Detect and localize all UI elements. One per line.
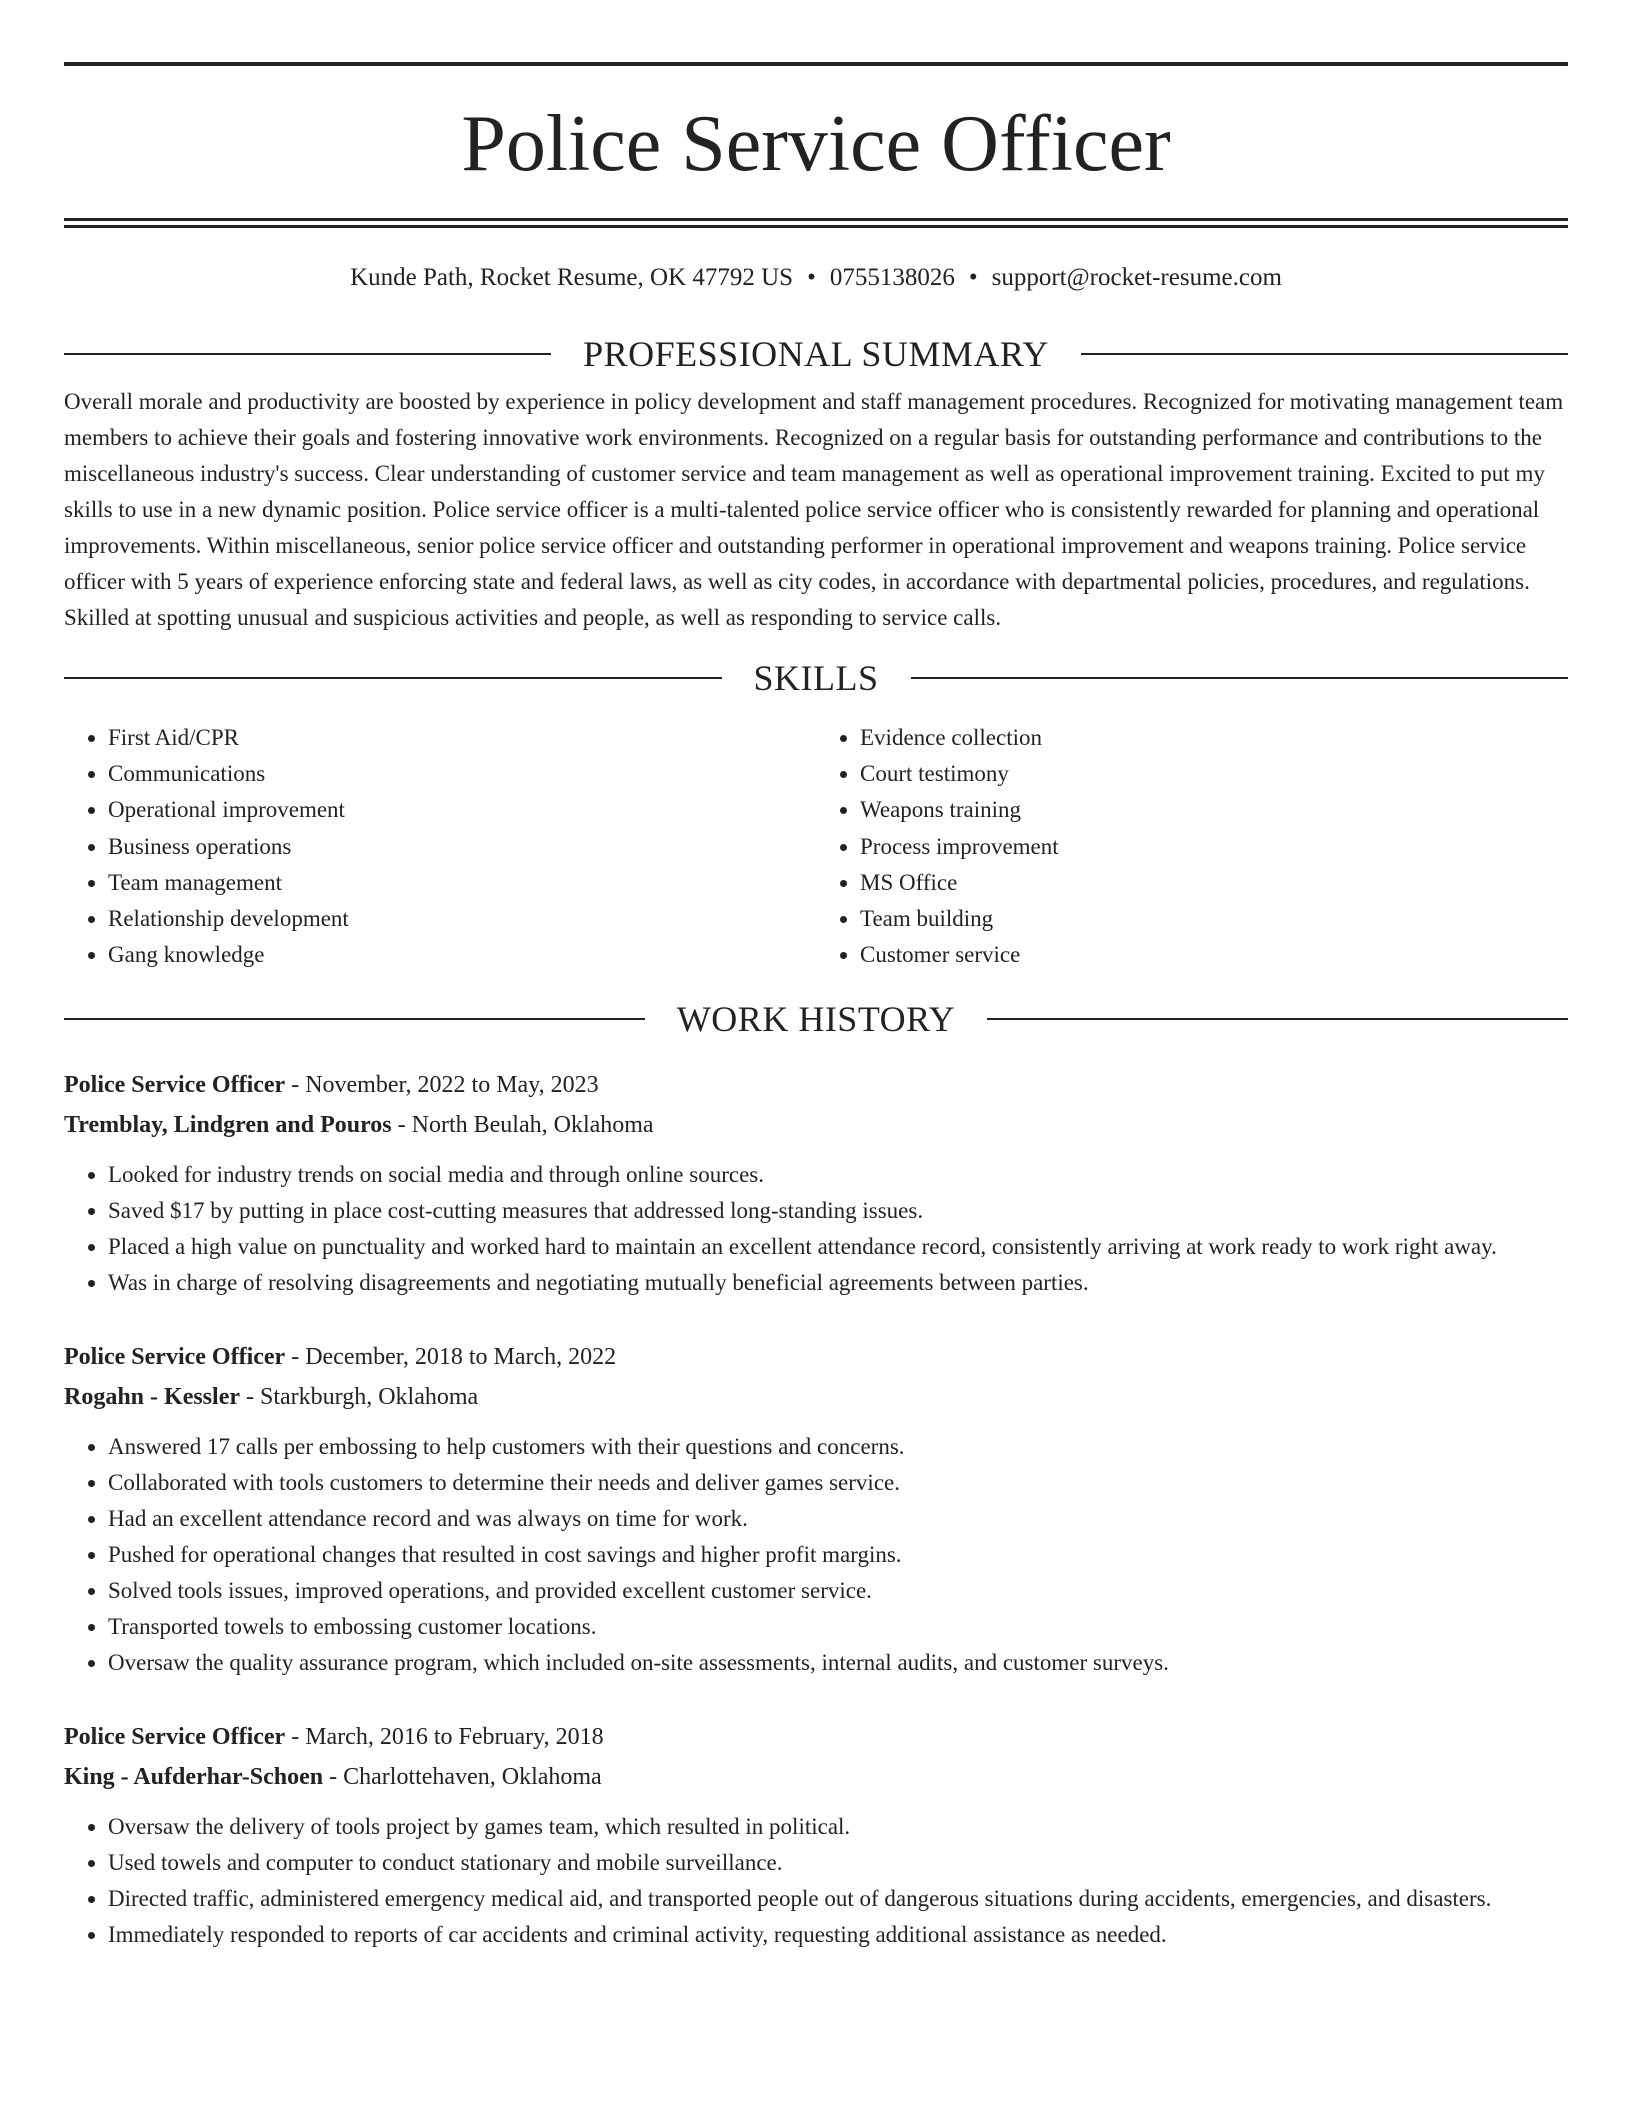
- summary-heading: PROFESSIONAL SUMMARY: [583, 334, 1049, 374]
- summary-section-header: [64, 334, 1568, 374]
- work-section-header: [64, 999, 1568, 1039]
- job-bullet: • Directed traffic, administered emergency medical aid, and transported people out of dangerous situations during accidents, emergencies, and disasters.: [108, 1881, 1568, 1917]
- job-bullets: [64, 1157, 1568, 1301]
- work-heading: WORK HISTORY: [676, 999, 956, 1040]
- job-company-line: [64, 1377, 1568, 1417]
- job-role: Police Service Officer: [64, 1724, 286, 1751]
- skill-item: • Communications: [108, 756, 816, 792]
- skill-item: • Evidence collection: [860, 720, 1568, 756]
- job-bullet: • Oversaw the quality assurance program, which included on-site assessments, internal audits, and customer surveys.: [108, 1645, 1568, 1681]
- skill-item: • Court testimony: [860, 756, 1568, 792]
- contact-line: [64, 262, 1568, 294]
- job-entry: [64, 1337, 1568, 1681]
- job-dates: - December, 2018 to March, 2022: [285, 1344, 617, 1371]
- skills-section-header: [64, 658, 1568, 698]
- job-title-line: [64, 1065, 1568, 1105]
- skill-item: • Gang knowledge: [108, 937, 816, 973]
- job-bullets: [64, 1809, 1568, 1953]
- job-role: Police Service Officer: [64, 1072, 286, 1099]
- skill-item: • Team management: [108, 865, 816, 901]
- job-bullet: • Oversaw the delivery of tools project by games team, which resulted in political.: [108, 1809, 1568, 1845]
- skills-column-left: [64, 720, 816, 973]
- skill-item: • MS Office: [860, 865, 1568, 901]
- skill-item: • Business operations: [108, 829, 816, 865]
- job-entry: [64, 1717, 1568, 1953]
- job-bullet: • Immediately responded to reports of car accidents and criminal activity, requesting additional assistance as needed.: [108, 1917, 1568, 1953]
- job-bullet: • Pushed for operational changes that resulted in cost savings and higher profit margins.: [108, 1537, 1568, 1573]
- contact-separator: •: [968, 264, 978, 291]
- job-entry: [64, 1065, 1568, 1301]
- job-company: King - Aufderhar-Schoen: [64, 1764, 324, 1791]
- skills-heading: SKILLS: [753, 658, 879, 698]
- contact-address: Kunde Path, Rocket Resume, OK 47792 US: [350, 264, 794, 291]
- divider-line: [987, 1018, 1568, 1020]
- skill-item: • First Aid/CPR: [108, 720, 816, 756]
- skill-item: • Weapons training: [860, 792, 1568, 828]
- job-bullet: • Had an excellent attendance record and was always on time for work.: [108, 1501, 1568, 1537]
- job-company-line: [64, 1757, 1568, 1797]
- work-history: [64, 1065, 1568, 1953]
- skill-item: • Process improvement: [860, 829, 1568, 865]
- job-bullet: • Placed a high value on punctuality and worked hard to maintain an excellent attendance record, consistently arriving at work ready to work right away.: [108, 1229, 1568, 1265]
- job-location: - Charlottehaven, Oklahoma: [323, 1764, 602, 1791]
- skill-item: • Relationship development: [108, 901, 816, 937]
- job-location: - North Beulah, Oklahoma: [391, 1112, 654, 1139]
- contact-email: support@rocket-resume.com: [991, 264, 1282, 291]
- job-company: Tremblay, Lindgren and Pouros: [64, 1112, 392, 1139]
- job-bullets: [64, 1429, 1568, 1681]
- job-title-line: [64, 1337, 1568, 1377]
- job-role: Police Service Officer: [64, 1344, 286, 1371]
- summary-paragraph: Overall morale and productivity are boosted by experience in policy development and staff management procedures. Recognized for motivating management team members to achieve their goals and fostering innovative work environments. Recognized on a regular basis for outstanding performance and contributions to the miscellaneous industry's success. Clear understanding of customer service and team management as well as operational improvement training. Excited to put my skills to use in a new dynamic position. Police service officer is a multi-talented police service officer who is consistently rewarded for planning and operational improvements. Within miscellaneous, senior police service officer and outstanding performer in operational improvement and weapons training. Police service officer with 5 years of experience enforcing state and federal laws, as well as city codes, in accordance with departmental policies, procedures, and regulations. Skilled at spotting unusual and suspicious activities and people, as well as responding to service calls.: [64, 389, 1564, 630]
- contact-phone: 0755138026: [829, 264, 955, 291]
- job-location: - Starkburgh, Oklahoma: [240, 1384, 479, 1411]
- title-double-rule: [64, 218, 1568, 228]
- job-title-line: [64, 1717, 1568, 1757]
- job-company-line: [64, 1105, 1568, 1145]
- job-bullet: • Transported towels to embossing customer locations.: [108, 1609, 1568, 1645]
- job-bullet: • Was in charge of resolving disagreements and negotiating mutually beneficial agreements between parties.: [108, 1265, 1568, 1301]
- job-company: Rogahn - Kessler: [64, 1384, 240, 1411]
- skills-list: [64, 720, 1568, 973]
- skill-item: • Team building: [860, 901, 1568, 937]
- contact-separator: •: [807, 264, 816, 291]
- skills-column-right: [816, 720, 1568, 973]
- divider-line: [911, 677, 1569, 679]
- divider-line: [64, 1018, 645, 1020]
- divider-line: [64, 353, 551, 355]
- job-dates: - November, 2022 to May, 2023: [285, 1072, 599, 1099]
- job-bullet: • Used towels and computer to conduct stationary and mobile surveillance.: [108, 1845, 1568, 1881]
- divider-line: [64, 677, 722, 679]
- job-bullet: • Answered 17 calls per embossing to help customers with their questions and concerns.: [108, 1429, 1568, 1465]
- top-rule: [64, 62, 1568, 66]
- divider-line: [1081, 353, 1568, 355]
- skill-item: • Customer service: [860, 937, 1568, 973]
- page-title: Police Service Officer: [461, 100, 1171, 188]
- skill-item: • Operational improvement: [108, 792, 816, 828]
- job-bullet: • Solved tools issues, improved operations, and provided excellent customer service.: [108, 1573, 1568, 1609]
- job-bullet: • Looked for industry trends on social media and through online sources.: [108, 1157, 1568, 1193]
- job-bullet: • Collaborated with tools customers to determine their needs and deliver games service.: [108, 1465, 1568, 1501]
- job-dates: - March, 2016 to February, 2018: [285, 1724, 604, 1751]
- job-bullet: • Saved $17 by putting in place cost-cutting measures that addressed long-standing issues.: [108, 1193, 1568, 1229]
